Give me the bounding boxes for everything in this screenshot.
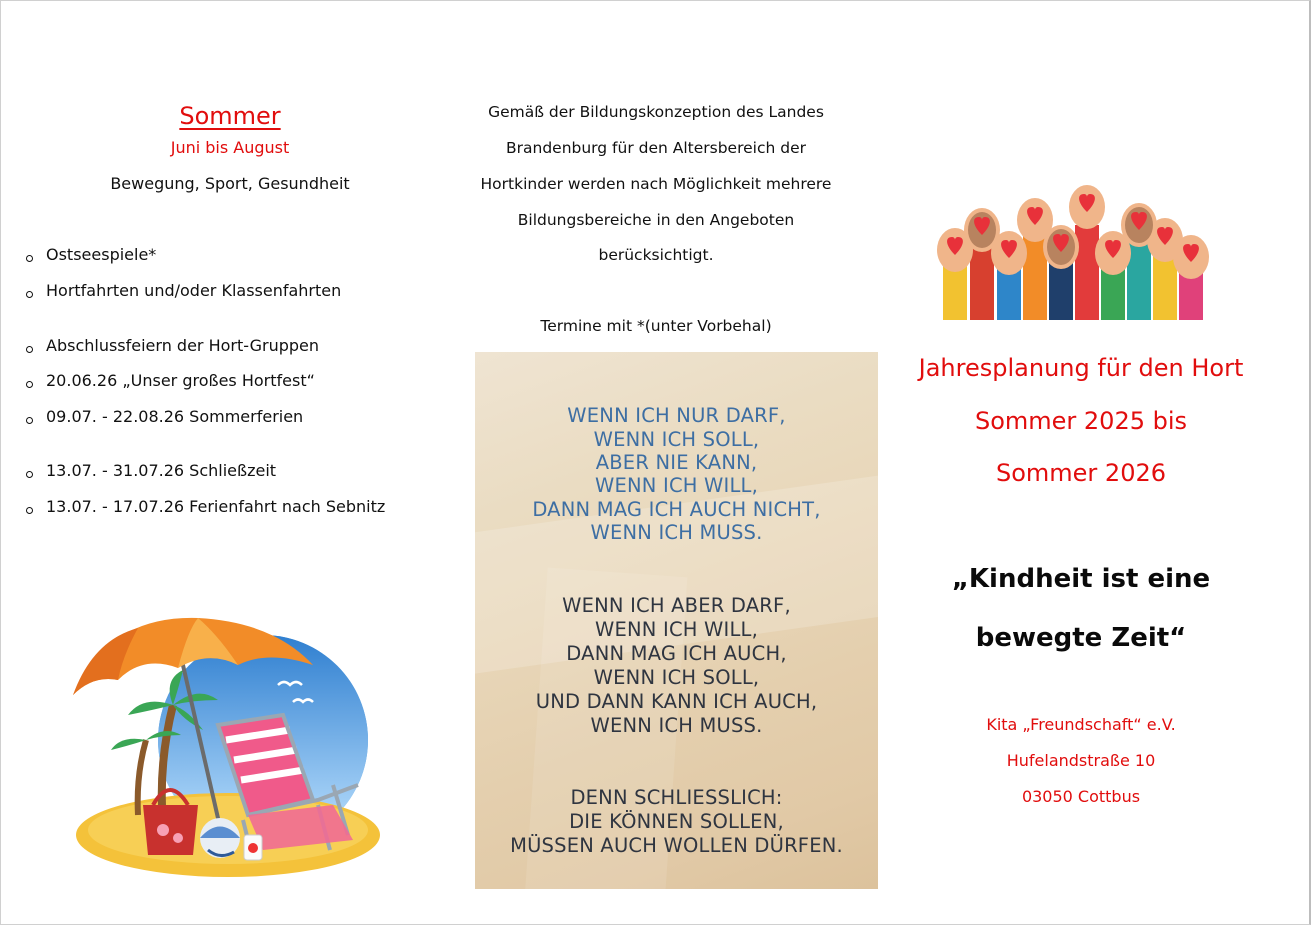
termine-note: Termine mit *(unter Vorbehal) [540,317,772,335]
contact-city: 03050 Cottbus [1021,787,1141,806]
bullet-circle-icon [26,381,33,388]
left-column: Sommer Juni bis August Bewegung, Sport, Gesundheit Ostseespiele* Hortfahrten und/oder Klassenfahrten Abschlussfeiern der Hort-Gruppen 20.06.26 „Unser großes Hortfest“ 09.07. - 22.08.26 Sommerferien 13.07. - 31.07.26 Schließzeit 13.07. - 17.07.26 Ferienfahrt nach Sebnitz [0,0,460,927]
contact-name: Kita „Freundschaft“ e.V. [986,715,1176,734]
poem-line: WENN ICH SOLL, [593,428,760,451]
bullet-circle-icon [26,255,33,262]
poem-line: WENN ICH WILL, [595,618,758,641]
poem-line: WENN ICH ABER DARF, [562,594,791,617]
plan-period-start: Sommer 2025 bis [974,407,1188,435]
intro-line: Brandenburg für den Altersbereich der [505,139,806,157]
season-title: Sommer [179,102,281,130]
intro-line: berücksichtigt. [598,246,714,264]
poem-line: WENN ICH WILL, [595,474,758,497]
motto-line: „Kindheit ist eine [951,564,1211,594]
beach-umbrella-chair-icon [68,610,388,885]
poem-photo [475,352,878,889]
poem-line: UND DANN KANN ICH AUCH, [535,690,818,713]
plan-period-end: Sommer 2026 [995,459,1166,487]
poem-line: WENN ICH SOLL, [593,666,760,689]
poem-line: WENN ICH NUR DARF, [567,404,786,427]
poem-line: DIE KÖNNEN SOLLEN, [569,810,784,833]
poem-line: DANN MAG ICH AUCH, [566,642,787,665]
poem-line: MÜSSEN AUCH WOLLEN DÜRFEN. [510,834,843,857]
poem-line: ABER NIE KANN, [595,451,758,474]
poem-line: DENN SCHLIESSLICH: [570,786,783,809]
season-months: Juni bis August [170,138,290,157]
season-topic: Bewegung, Sport, Gesundheit [110,174,350,193]
intro-line: Bildungsbereiche in den Angeboten [517,211,795,229]
poem-line: WENN ICH MUSS. [590,521,763,544]
contact-street: Hufelandstraße 10 [1006,751,1156,770]
bullet-circle-icon [26,507,33,514]
intro-line: Gemäß der Bildungskonzeption des Landes [488,103,824,121]
bullet-circle-icon [26,417,33,424]
bullet-circle-icon [26,346,33,353]
plan-title: Jahresplanung für den Hort [918,354,1244,382]
poem-line: DANN MAG ICH AUCH NICHT, [532,498,821,521]
intro-line: Hortkinder werden nach Möglichkeit mehrere [480,175,832,193]
poem-line: WENN ICH MUSS. [590,714,763,737]
bullet-circle-icon [26,471,33,478]
motto-line: bewegte Zeit“ [975,623,1187,653]
bullet-circle-icon [26,291,33,298]
raised-hands-hearts-icon [925,165,1245,320]
